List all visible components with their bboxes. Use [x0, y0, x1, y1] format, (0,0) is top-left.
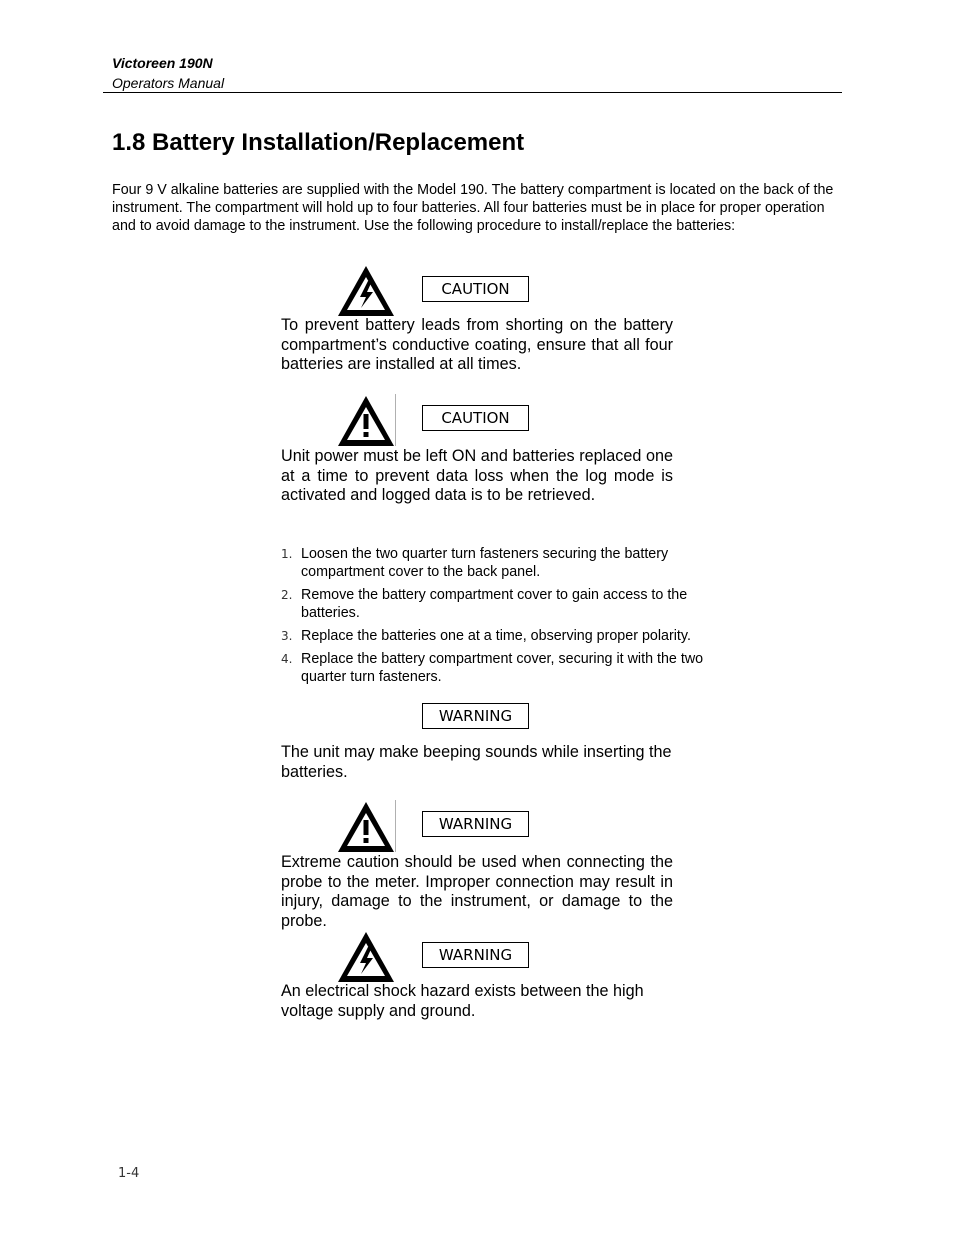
warning-label: WARNING	[422, 942, 529, 968]
step-number: 3.	[281, 629, 293, 643]
header-rule	[103, 92, 842, 93]
warning-text: Extreme caution should be used when connecting the probe to the meter. Improper connection may result in injury, damage to the instrument, or damage to the probe.	[281, 853, 673, 930]
caution-label: CAUTION	[422, 276, 529, 302]
caution-text: Unit power must be left ON and batteries replaced one at a time to prevent data loss when the log mode is activated and logged data is to be retrieved.	[281, 447, 673, 505]
caution-text: To prevent battery leads from shorting on the battery compartment’s conductive coating, ensure that all four batteries are installed at all times.	[281, 316, 673, 374]
step-text: Loosen the two quarter turn fasteners securing the battery compartment cover to the back panel.	[301, 546, 669, 580]
step-text: Replace the batteries one at a time, observing proper polarity.	[301, 628, 691, 644]
intro-paragraph: Four 9 V alkaline batteries are supplied with the Model 190. The battery compartment is located on the back of the instrument. The compartment will hold up to four batteries. All four batteries must be in place for proper operation and to avoid damage to the instrument. Use the following procedure to install/replace the batteries:	[112, 182, 834, 234]
warning-text: An electrical shock hazard exists between the high voltage supply and ground.	[281, 982, 644, 1020]
icon-divider	[395, 394, 396, 446]
step-number: 4.	[281, 652, 293, 666]
icon-divider	[395, 800, 396, 852]
procedure-steps	[281, 545, 741, 691]
list-item	[281, 545, 741, 581]
warning-text: The unit may make beeping sounds while inserting the batteries.	[281, 743, 672, 781]
exclamation-warning-icon	[336, 800, 396, 854]
warning-label: WARNING	[422, 811, 529, 837]
step-text: Replace the battery compartment cover, securing it with the two quarter turn fasteners.	[301, 651, 704, 685]
step-number: 1.	[281, 547, 293, 561]
warning-label: WARNING	[422, 703, 529, 729]
section-title: 1.8 Battery Installation/Replacement	[112, 129, 525, 156]
electric-shock-icon	[336, 930, 396, 984]
caution-label: CAUTION	[422, 405, 529, 431]
list-item	[281, 586, 741, 622]
page-number: 1-4	[118, 1166, 140, 1181]
manual-subtitle: Operators Manual	[112, 75, 225, 91]
step-text: Remove the battery compartment cover to gain access to the batteries.	[301, 587, 688, 621]
exclamation-warning-icon	[336, 394, 396, 448]
electric-shock-icon	[336, 264, 396, 318]
list-item	[281, 650, 741, 686]
manual-title: Victoreen 190N	[112, 55, 213, 71]
list-item	[281, 627, 741, 645]
step-number: 2.	[281, 588, 293, 602]
